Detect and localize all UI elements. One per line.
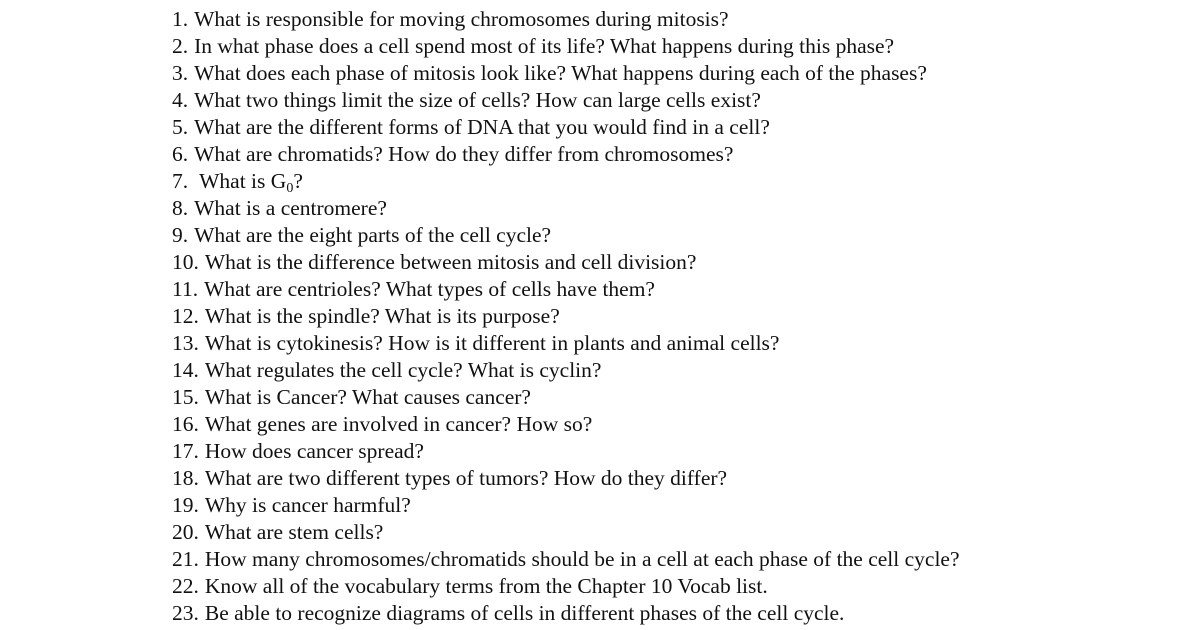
question-item-7 xyxy=(172,168,960,195)
question-text: What genes are involved in cancer? How so? xyxy=(204,412,593,436)
question-item-3 xyxy=(172,60,960,87)
question-text: Why is cancer harmful? xyxy=(204,493,411,517)
question-item-22 xyxy=(172,573,960,600)
question-number: 20. xyxy=(172,520,199,544)
question-text: What are centrioles? What types of cells have them? xyxy=(204,277,655,301)
question-number: 22. xyxy=(172,574,199,598)
question-item-1 xyxy=(172,6,960,33)
question-number: 16. xyxy=(172,412,199,436)
question-text: What two things limit the size of cells? How can large cells exist? xyxy=(194,88,761,112)
question-item-12 xyxy=(172,303,960,330)
question-item-21 xyxy=(172,546,960,573)
question-text: Know all of the vocabulary terms from the Chapter 10 Vocab list. xyxy=(204,574,768,598)
question-item-10 xyxy=(172,249,960,276)
question-item-19 xyxy=(172,492,960,519)
question-number: 23. xyxy=(172,601,199,625)
question-number: 10. xyxy=(172,250,199,274)
question-item-20 xyxy=(172,519,960,546)
question-number: 21. xyxy=(172,547,199,571)
question-item-8 xyxy=(172,195,960,222)
question-number: 5. xyxy=(172,115,189,139)
question-text: What does each phase of mitosis look like? What happens during each of the phases? xyxy=(194,61,927,85)
question-text: What is Cancer? What causes cancer? xyxy=(204,385,531,409)
question-text: In what phase does a cell spend most of its life? What happens during this phase? xyxy=(194,34,895,58)
question-number: 4. xyxy=(172,88,189,112)
question-text: Be able to recognize diagrams of cells in different phases of the cell cycle. xyxy=(204,601,845,625)
question-text: What is responsible for moving chromosomes during mitosis? xyxy=(194,7,729,31)
question-number: 7. xyxy=(172,169,189,193)
question-item-16 xyxy=(172,411,960,438)
question-item-4 xyxy=(172,87,960,114)
question-item-5 xyxy=(172,114,960,141)
question-text: What are the eight parts of the cell cycle? xyxy=(194,223,552,247)
question-number: 9. xyxy=(172,223,189,247)
question-item-14 xyxy=(172,357,960,384)
g0-subscript: 0 xyxy=(286,181,294,196)
question-text-after: ? xyxy=(293,169,303,193)
question-item-23 xyxy=(172,600,960,627)
question-item-6 xyxy=(172,141,960,168)
question-text: What is cytokinesis? How is it different in plants and animal cells? xyxy=(204,331,780,355)
question-number: 8. xyxy=(172,196,189,220)
question-text: What are the different forms of DNA that you would find in a cell? xyxy=(194,115,770,139)
question-text: What is the difference between mitosis and cell division? xyxy=(204,250,697,274)
question-item-2 xyxy=(172,33,960,60)
question-text: What are stem cells? xyxy=(204,520,384,544)
question-item-17 xyxy=(172,438,960,465)
question-item-18 xyxy=(172,465,960,492)
question-text: How many chromosomes/chromatids should be in a cell at each phase of the cell cycle? xyxy=(204,547,960,571)
question-text: What are chromatids? How do they differ from chromosomes? xyxy=(194,142,734,166)
question-text: How does cancer spread? xyxy=(204,439,424,463)
question-item-9 xyxy=(172,222,960,249)
question-number: 12. xyxy=(172,304,199,328)
question-number: 2. xyxy=(172,34,189,58)
question-text: What is a centromere? xyxy=(194,196,387,220)
question-number: 3. xyxy=(172,61,189,85)
question-text: What regulates the cell cycle? What is cyclin? xyxy=(204,358,602,382)
question-number: 13. xyxy=(172,331,199,355)
question-number: 6. xyxy=(172,142,189,166)
question-number: 17. xyxy=(172,439,199,463)
question-number: 11. xyxy=(172,277,199,301)
question-number: 18. xyxy=(172,466,199,490)
question-number: 15. xyxy=(172,385,199,409)
question-number: 1. xyxy=(172,7,189,31)
question-text-before: What is G xyxy=(199,169,287,193)
question-number: 19. xyxy=(172,493,199,517)
question-number: 14. xyxy=(172,358,199,382)
question-item-11 xyxy=(172,276,960,303)
question-item-15 xyxy=(172,384,960,411)
question-text: What is the spindle? What is its purpose? xyxy=(204,304,560,328)
question-item-13 xyxy=(172,330,960,357)
question-text: What are two different types of tumors? How do they differ? xyxy=(204,466,728,490)
question-list xyxy=(172,6,960,627)
